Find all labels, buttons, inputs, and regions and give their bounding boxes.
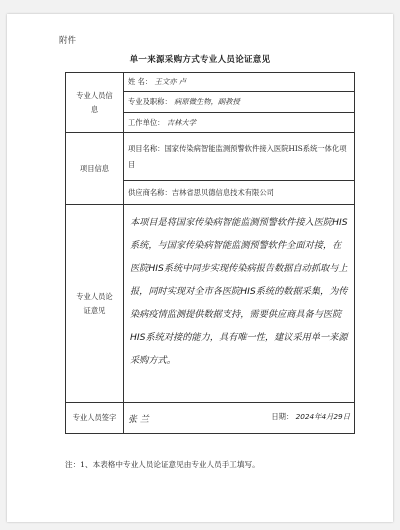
employer-label: 工作单位： (128, 117, 165, 127)
supplier-name: 供应商名称：吉林省思贝德信息技术有限公司 (124, 181, 355, 205)
opinion-form-table (65, 72, 355, 434)
expert-info-section-label: 专业人员信息 (66, 73, 124, 133)
expert-employer-row (124, 113, 355, 133)
signature-value: 张 兰 (128, 414, 149, 425)
name-value: 王文亦 卢 (154, 77, 187, 86)
title-value: 病原微生物，副教授 (174, 97, 240, 106)
name-label: 姓 名： (128, 77, 153, 86)
opinion-section-label: 专业人员论证意见 (66, 205, 124, 403)
employer-value: 吉林大学 (166, 117, 196, 127)
attachment-label: 附件 (59, 36, 77, 46)
opinion-text: 本项目是将国家传染病智能监测预警软件接入医院HIS系统，与国家传染病智能监测预警软件全面对接，在医院HIS系统中同步实现传染病报告数据自动抓取与上报，同时实现对全市各医院HIS系统的数据采集，为传染病疫情监测提供数据支持，需要供应商具备与医院HIS系统对接的能力，具有唯一性，建议采用单一来源采购方式。 (124, 205, 355, 403)
form-title: 单一来源采购方式专业人员论证意见 (129, 55, 271, 65)
date-value: 2024年4月29日 (295, 411, 350, 421)
project-name: 项目名称：国家传染病智能监测预警软件接入医院HIS系统一体化项目 (124, 133, 355, 181)
date-label: 日期： (271, 411, 294, 421)
project-info-section-label: 项目信息 (66, 133, 124, 205)
signature-label: 专业人员签字 (66, 403, 124, 434)
expert-title-row (124, 92, 355, 113)
expert-name-row (124, 73, 355, 92)
signature-row (124, 403, 355, 434)
date-field (271, 412, 350, 422)
document-page (7, 14, 393, 522)
title-label: 专业及职称： (128, 97, 172, 106)
footer-note: 注：1、本表格中专业人员论证意见由专业人员手工填写。 (65, 460, 260, 469)
